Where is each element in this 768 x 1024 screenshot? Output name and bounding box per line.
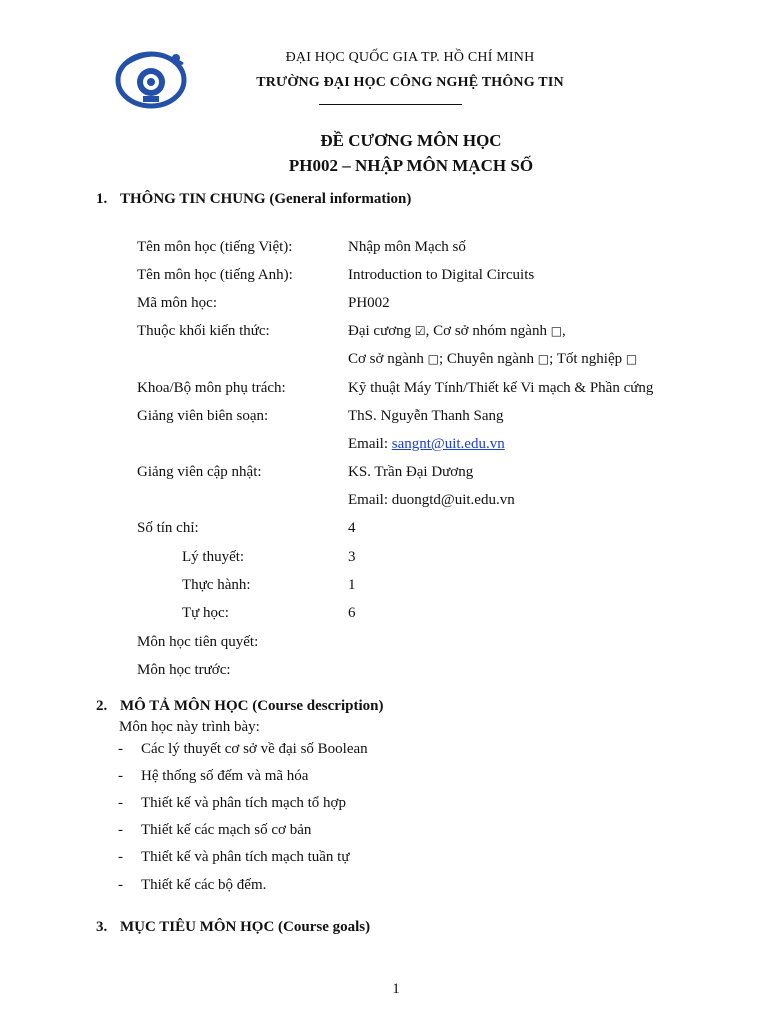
list-dash: - (118, 877, 123, 893)
course-name-vi-value: Nhập môn Mạch số (348, 239, 466, 255)
updater-label: Giảng viên cập nhật: (137, 464, 262, 480)
prerequisite-label: Môn học tiên quyết: (137, 634, 259, 650)
checked-box-icon: ☑ (414, 324, 426, 338)
unchecked-box-icon: □ (625, 352, 638, 366)
list-dash: - (118, 795, 123, 811)
theory-label: Lý thuyết: (182, 549, 245, 565)
prior-course-label: Môn học trước: (137, 662, 231, 678)
knowledge-block-line-1 (348, 323, 566, 340)
email-prefix: Email: (348, 436, 392, 452)
knowledge-block-label: Thuộc khối kiến thức: (137, 323, 270, 339)
school-name: TRƯỜNG ĐẠI HỌC CÔNG NGHỆ THÔNG TIN (256, 75, 564, 90)
self-study-value: 6 (348, 605, 356, 621)
section-number: 2. (96, 698, 108, 714)
author-email (348, 436, 505, 453)
section-1-heading (96, 191, 411, 208)
author-value: ThS. Nguyễn Thanh Sang (348, 408, 504, 424)
option-specialization-label: ; Chuyên ngành (438, 351, 534, 367)
unchecked-box-icon: □ (427, 352, 439, 366)
list-item: Thiết kế các mạch số cơ bản (141, 822, 312, 838)
section-2-heading (96, 698, 383, 715)
list-item: Hệ thống số đếm và mã hóa (141, 768, 309, 784)
option-group-base-label: , Cơ sở nhóm ngành (425, 323, 547, 339)
course-description-intro: Môn học này trình bày: (119, 719, 260, 735)
unchecked-box-icon: □ (550, 324, 563, 338)
list-dash: - (118, 768, 123, 784)
self-study-label: Tự học: (182, 605, 229, 621)
course-name-en-label: Tên môn học (tiếng Anh): (137, 267, 293, 283)
section-number: 1. (96, 191, 108, 207)
list-dash: - (118, 822, 123, 838)
list-dash: - (118, 741, 123, 757)
line-punct: , (562, 323, 566, 339)
department-label: Khoa/Bộ môn phụ trách: (137, 380, 286, 396)
section-title: MỤC TIÊU MÔN HỌC (Course goals) (120, 919, 371, 935)
list-item: Thiết kế các bộ đếm. (141, 877, 267, 893)
section-number: 3. (96, 919, 108, 935)
option-general-label: Đại cương (348, 323, 412, 339)
course-code-value: PH002 (348, 295, 390, 311)
credits-value: 4 (348, 520, 356, 536)
list-item: Thiết kế và phân tích mạch tuần tự (141, 849, 350, 865)
unchecked-box-icon: □ (537, 352, 550, 366)
university-logo-icon (113, 44, 189, 110)
course-code-label: Mã môn học: (137, 295, 217, 311)
author-email-link[interactable]: sangnt@uit.edu.vn (391, 436, 505, 452)
list-dash: - (118, 849, 123, 865)
section-3-heading (96, 919, 370, 936)
updater-email: Email: duongtd@uit.edu.vn (348, 492, 515, 508)
option-major-base-label: Cơ sở ngành (348, 351, 424, 367)
section-title: MÔ TẢ MÔN HỌC (Course description) (120, 698, 384, 714)
updater-value: KS. Trần Đại Dương (348, 464, 474, 480)
knowledge-block-line-2 (348, 351, 637, 368)
list-item: Các lý thuyết cơ sở về đại số Boolean (141, 741, 368, 757)
document-title: ĐỀ CƯƠNG MÔN HỌC (320, 131, 502, 150)
university-name: ĐẠI HỌC QUỐC GIA TP. HỒ CHÍ MINH (285, 50, 535, 65)
document-subtitle: PH002 – NHẬP MÔN MẠCH SỐ (288, 156, 534, 175)
credits-label: Số tín chỉ: (137, 520, 199, 536)
header-divider (319, 104, 462, 105)
option-graduation-label: ; Tốt nghiệp (549, 351, 623, 367)
practice-value: 1 (348, 577, 356, 593)
department-value: Kỹ thuật Máy Tính/Thiết kế Vi mạch & Phần cứng (348, 380, 654, 396)
author-label: Giảng viên biên soạn: (137, 408, 269, 424)
course-name-vi-label: Tên môn học (tiếng Việt): (137, 239, 293, 255)
course-name-en-value: Introduction to Digital Circuits (348, 267, 535, 283)
theory-value: 3 (348, 549, 356, 565)
list-item: Thiết kế và phân tích mạch tổ hợp (141, 795, 346, 811)
section-title: THÔNG TIN CHUNG (General information) (120, 191, 412, 207)
practice-label: Thực hành: (182, 577, 251, 593)
page-number: 1 (392, 981, 400, 997)
